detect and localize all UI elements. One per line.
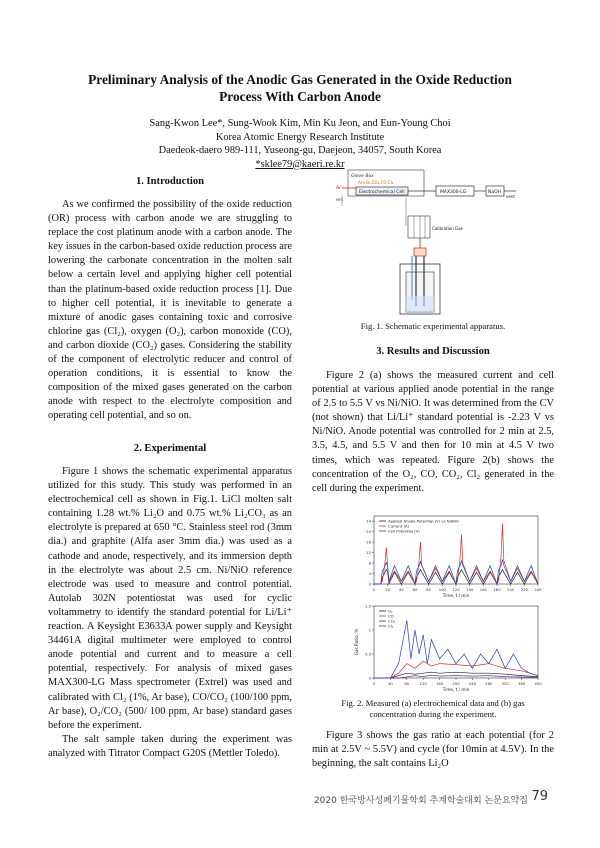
x-tick-label: 120 [452, 587, 460, 592]
x-tick-label: 160 [479, 587, 487, 592]
results-paragraph-2 [312, 729, 554, 771]
molten-salt [406, 296, 434, 312]
series-line-2 [374, 560, 538, 584]
x-tick-label: 100 [438, 587, 446, 592]
author-block [40, 117, 560, 171]
figure-2-caption-line-1: Fig. 2. Measured (a) electrochemical data and (b) gas [341, 698, 525, 708]
x-axis-label: Time, t / min [442, 593, 470, 598]
section-heading-introduction: 1. Introduction [135, 176, 205, 187]
figure-2a-chart [352, 512, 544, 600]
x-tick-label: 140 [466, 587, 474, 592]
y-tick-label: 16 [366, 539, 371, 545]
y-tick-label: 24 [366, 518, 371, 524]
legend-label-2: Cell Potential (V) [388, 528, 420, 534]
electrochemical-cell-label: Electrochemical Cell [359, 190, 405, 195]
x-tick-label: 320 [501, 681, 509, 686]
x-tick-label: 60 [412, 587, 418, 592]
x-tick-label: 240 [534, 587, 542, 592]
y-tick-label: 1.5 [364, 603, 371, 609]
ms-label: MAX300-LG [440, 190, 467, 195]
section-heading-experimental: 2. Experimental [133, 443, 207, 454]
results-paragraph [312, 369, 554, 496]
naoh-label: NaOH [488, 190, 502, 195]
y-tick-label: 4 [368, 570, 371, 576]
gas-mix-label: Ar+O₂,CO₂,CO,Cl₂ [358, 180, 394, 185]
introduction-paragraph [48, 198, 292, 424]
email-link[interactable]: *sklee79@kaeri.re.kr [255, 158, 345, 170]
legend-label-2: CO₂ [388, 618, 396, 624]
x-tick-label: 80 [404, 681, 410, 686]
experimental-text-2: The salt sample taken during the experiment was analyzed with Titrator Compact G20S (Mettler Toledo). [48, 733, 292, 759]
title-line-2: Process With Carbon Anode [219, 89, 381, 104]
x-tick-label: 200 [507, 587, 515, 592]
results-text-1: Figure 2 (a) shows the measured current and cell potential at various applied anode potential in the range of 2.5 to 5.5 V vs Ni/NiO. It was determined from the CV (not shown) that Li/Li⁺ standard potential is -2.23 V vs Ni/NiO. Anode potential was controlled for 2 min at 2.5, 3.5, 4.5, and 5.5 V and then for 10 min at 4.5 V two times, which was repeated. Figure 2(b) shows the concentration of the O₂, CO, CO₂, Cl₂ generated in the cell during the experiment. [312, 370, 554, 494]
page-number: 79 [531, 789, 548, 804]
figure-1-caption: Fig. 1. Schematic experimental apparatus. [360, 321, 506, 331]
x-tick-label: 40 [398, 587, 404, 592]
figure-2b-chart [352, 602, 544, 694]
y-tick-label: 0.5 [364, 651, 371, 657]
address: Daedeok-daero 989-111, Yuseong-gu, Daejeon, 34057, South Korea [158, 145, 442, 156]
mfc-label: MFC [336, 198, 344, 202]
y-axis-label: Gas Ratio, % [354, 628, 359, 656]
x-tick-label: 160 [435, 681, 444, 686]
x-tick-label: 280 [485, 681, 493, 686]
figure-2-caption [312, 698, 554, 720]
proceedings-footer: 2020 한국방사성폐기물학회 추계학술대회 논문요약집 [313, 796, 528, 806]
calibration-cylinders [408, 216, 430, 238]
y-tick-label: 0 [368, 675, 371, 681]
legend-label-0: O₂ [388, 608, 393, 614]
plot-frame [374, 606, 538, 678]
glove-box-label: Glove Box [351, 174, 374, 179]
x-tick-label: 80 [426, 587, 432, 592]
y-tick-label: 20 [366, 528, 371, 534]
x-tick-label: 40 [387, 681, 393, 686]
x-tick-label: 220 [520, 587, 528, 592]
x-tick-label: 120 [419, 681, 427, 686]
cell-head [414, 248, 426, 256]
x-tick-label: 360 [517, 681, 526, 686]
x-tick-label: 0 [372, 587, 376, 592]
vent-label: vent [506, 194, 515, 199]
x-tick-label: 240 [468, 681, 477, 686]
x-axis-label: Time, t / min [442, 687, 470, 692]
figure-1-schematic [334, 168, 534, 316]
experimental-paragraph [48, 465, 292, 761]
y-tick-label: 0 [368, 581, 371, 587]
x-tick-label: 400 [534, 681, 542, 686]
legend-label-0: Applied Anode Potential (V) vs Ni/NiO [388, 518, 459, 524]
results-text-2: Figure 3 shows the gas ratio at each potential (for 2 min at 2.5V ~ 5.5V) and cycle (for 10min at 4.5V). In the beginning, the salt contains Li₂O [312, 730, 554, 770]
legend-label-1: Current (A) [388, 523, 410, 529]
y-tick-label: 12 [366, 549, 371, 555]
paper-title [40, 71, 560, 105]
calibration-gas-label: Calibration Gas [432, 226, 463, 231]
x-tick-label: 180 [493, 587, 501, 592]
x-tick-label: 0 [372, 681, 376, 686]
legend-label-3: Cl₂ [388, 623, 394, 629]
experimental-text-1: Figure 1 shows the schematic experimental apparatus utilized for this study. This study was performed in an electrochemical cell as shown in Fig.1. LiCl molten salt containing 1.28 wt.% Li₂O and 0.75 wt.% Li₂CO₃ as an electrolyte is prepared at 650 °C. Stainless steel rod (3mm dia.) and graphite (Alfa aser 3mm dia.) was used as a cathode and anode, respectively, and its immersion depth in the electrolyte was about 2.5 cm. Ni/NiO reference electrode was used to measure and control potential. Autolab 302N potentiostat was used for cyclic voltammetry to identify the standard potential for Li/Li⁺ reaction. A Keysight E3633A power supply and Keysight 34461A digital multimeter were employed to control anode potential and current and to measure a cell potential, respectively. For analysis of mixed gases MAX300-LG Mass spectrometer (Extrel) was used and calibrated with Cl₂ (1%, Ar base), CO/CO₂ (100/100 ppm, Ar base), O₂/CO₂ (500/ 100 ppm, Ar base) standard gases before the experiment. [48, 466, 292, 731]
section-heading-results: 3. Results and Discussion [376, 346, 490, 357]
x-tick-label: 200 [452, 681, 460, 686]
legend-label-1: CO [388, 613, 394, 619]
x-tick-label: 20 [385, 587, 391, 592]
y-tick-label: 8 [368, 560, 371, 566]
ar-label: Ar [336, 186, 341, 191]
y-tick-label: 1 [368, 627, 371, 633]
introduction-text: As we confirmed the possibility of the oxide reduction (OR) process with carbon anode we are struggling to replace the cost platinum anode with a carbon anode. The key issues in the carbon-based oxide reduction process are lowering the carbonate concentration in the molten salt below a certain level and applying higher cell potential than the platinum-based oxide reduction process [1]. Due to higher cell potential, it is inevitable to generate a mixture of anodic gases containing toxic and corrosive chlorine gas (Cl₂), oxygen (O₂), carbon monoxide (CO), and carbon dioxide (CO₂) gases. Considering the stability of the component of electrolytic reducer and control of operation conditions, it is essential to know the composition of the mixed gases generated on the carbon anode with respect to the electrolyte composition and operating cell potential, and so on. [48, 199, 292, 422]
author-list: Sang-Kwon Lee*, Sung-Wook Kim, Min Ku Jeon, and Eun-Young Choi [149, 118, 451, 129]
title-line-1: Preliminary Analysis of the Anodic Gas Generated in the Oxide Reduction [88, 72, 512, 87]
affiliation: Korea Atomic Energy Research Institute [215, 131, 385, 143]
figure-2-caption-line-2: concentration during the experiment. [369, 709, 497, 719]
